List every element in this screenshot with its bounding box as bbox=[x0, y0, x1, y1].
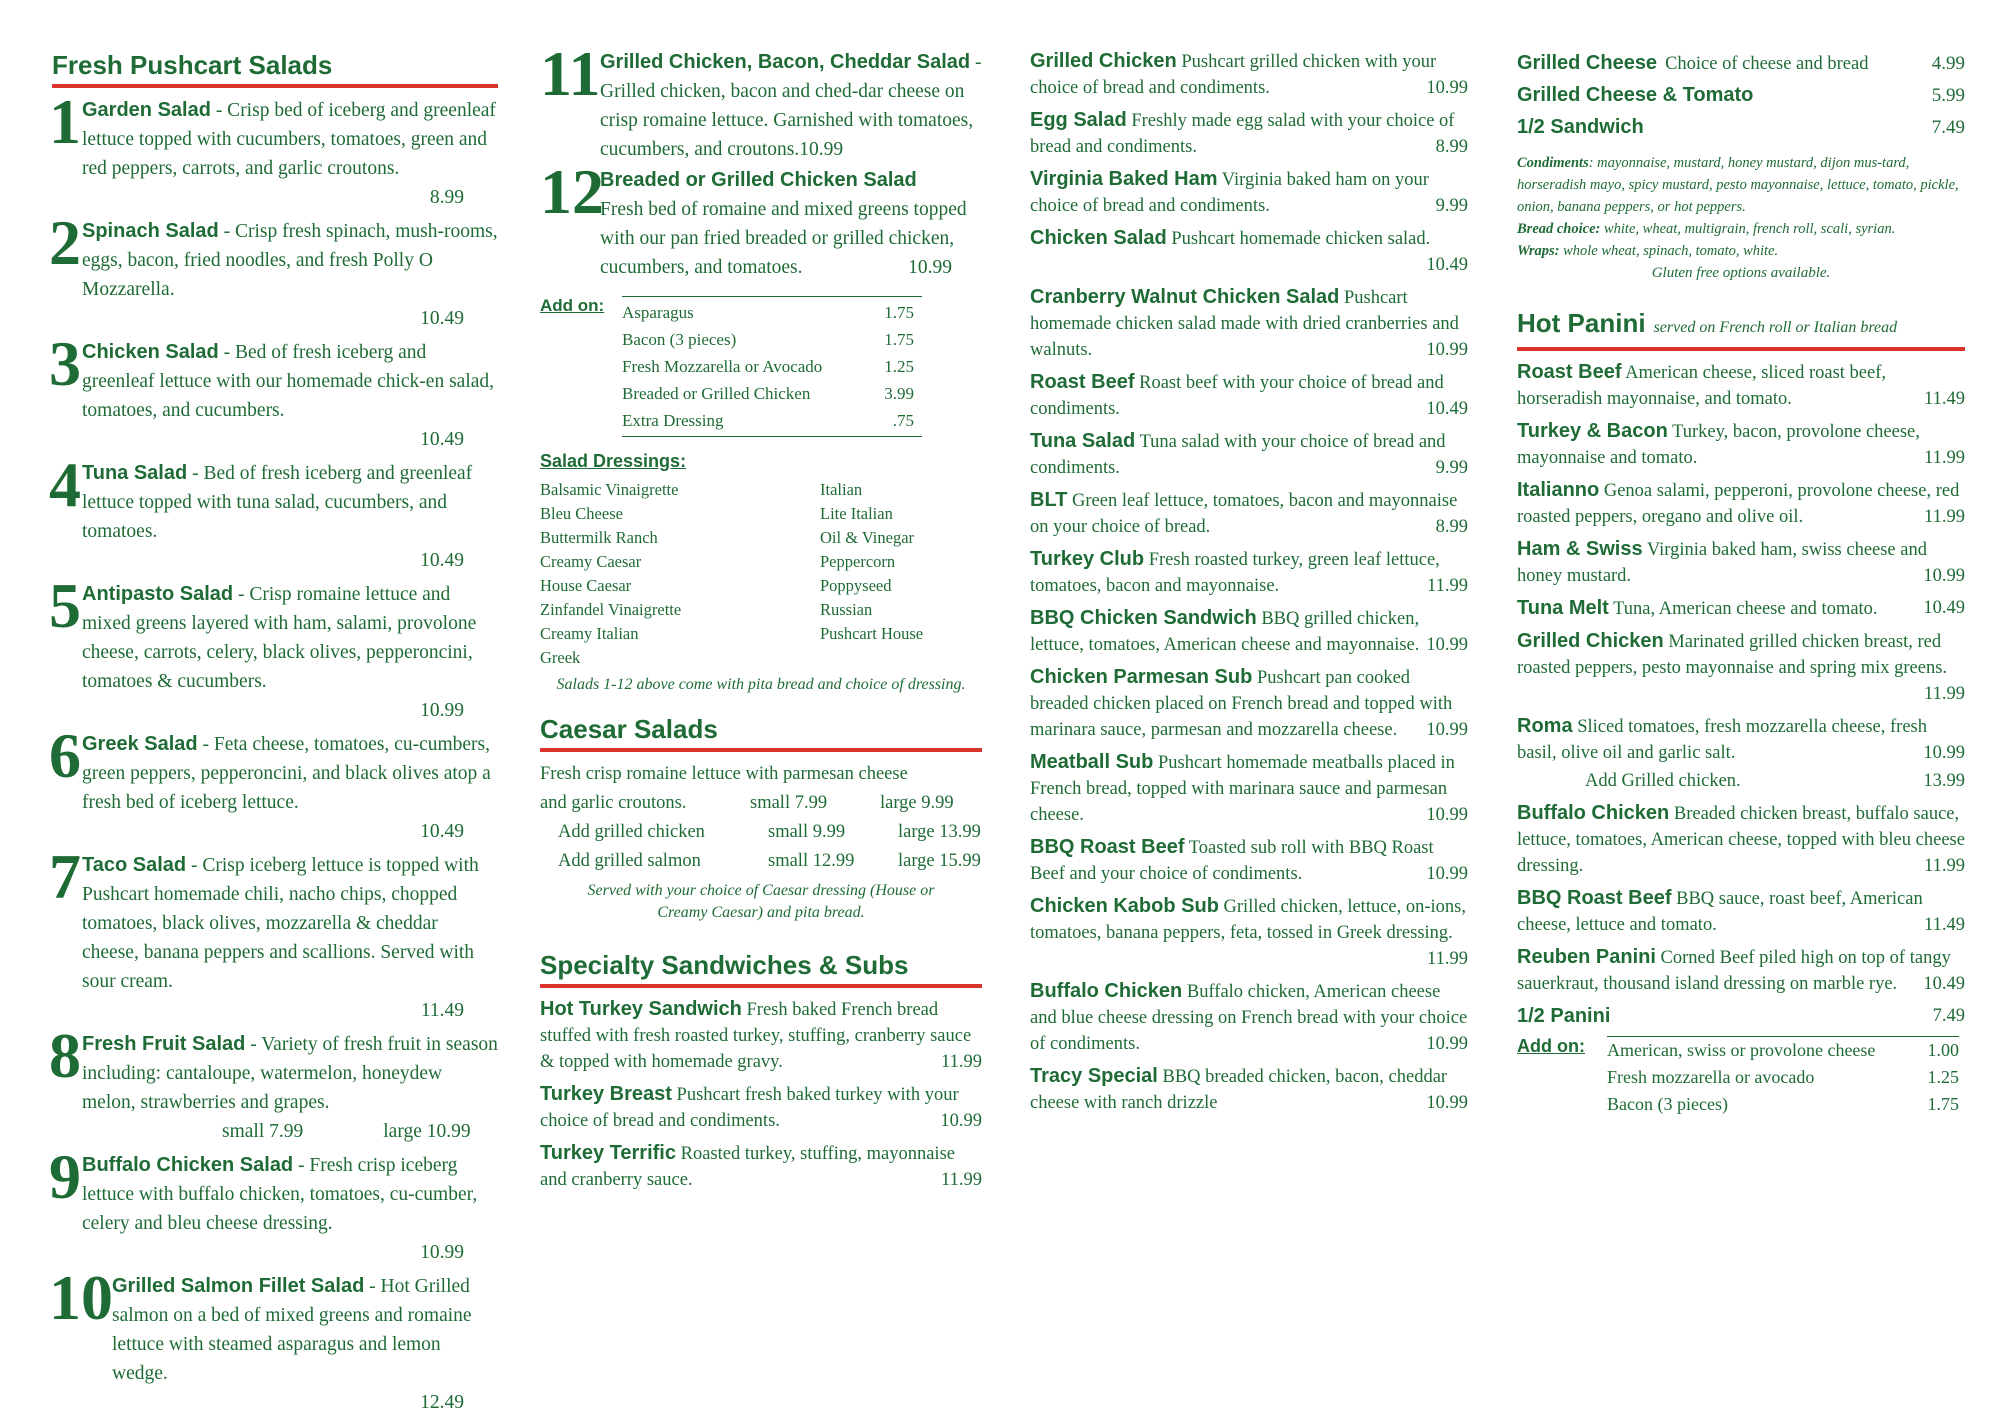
addon-price: 1.75 bbox=[884, 330, 914, 349]
addon-price: 3.99 bbox=[884, 384, 914, 403]
cheese-row bbox=[1517, 112, 1965, 144]
menu-item bbox=[1517, 1003, 1965, 1030]
item-name: Spinach Salad bbox=[82, 220, 219, 242]
addon-name: Asparagus bbox=[622, 303, 694, 322]
item-desc: Choice of cheese and bread bbox=[1665, 54, 1869, 74]
item-price: 8.99 bbox=[1435, 137, 1468, 157]
column-panini bbox=[1517, 48, 1965, 1118]
cheese-row bbox=[1517, 48, 1965, 80]
addon-row bbox=[622, 353, 922, 380]
item-desc: Pushcart fresh baked turkey with your choice of bread and condiments. bbox=[540, 1085, 959, 1131]
item-desc: - Variety of fresh fruit in season including: cantaloupe, watermelon, honeydew melon, strawberries and grapes. bbox=[82, 1034, 498, 1113]
caesar-small-price: small 12.99 bbox=[768, 851, 855, 871]
specialty-list bbox=[540, 996, 982, 1193]
item-name: Taco Salad bbox=[82, 854, 187, 876]
column-sandwiches bbox=[1030, 48, 1468, 1122]
item-desc: - Crisp romaine lettuce and mixed greens layered with ham, salami, provolone cheese, carrots, celery, black olives, pepperoncini, tomatoes & cucumbers. bbox=[82, 584, 477, 692]
item-desc: Virginia baked ham, swiss cheese and honey mustard. bbox=[1517, 540, 1927, 586]
dressing-item: Oil & Vinegar bbox=[820, 528, 915, 547]
addon-price: 1.00 bbox=[1927, 1040, 1959, 1060]
cheese-list bbox=[1517, 48, 1965, 144]
addon-price: .75 bbox=[892, 411, 914, 430]
item-desc: Buffalo chicken, American cheese and blue cheese dressing on French bread with your choice of condiments. bbox=[1030, 982, 1468, 1054]
menu-item bbox=[1517, 944, 1965, 997]
item-name: Meatball Sub bbox=[1030, 751, 1154, 773]
item-name: Buffalo Chicken bbox=[1517, 802, 1670, 824]
item-desc: Breaded chicken breast, buffalo sauce, lettuce, tomatoes, American cheese, topped with bleu cheese dressing. bbox=[1517, 804, 1965, 876]
item-desc: Freshly made egg salad with your choice of bread and condiments. bbox=[1030, 111, 1455, 157]
menu-item bbox=[1517, 359, 1965, 412]
condiments-text: : mayonnaise, mustard, honey mustard, dijon mus-tard, horseradish mayo, spicy mustard, pesto mayonnaise, lettuce, tomato, pickle, onion, banana peppers, or hot peppers. bbox=[1517, 155, 1959, 215]
roma-add-label: Add Grilled chicken. bbox=[1585, 771, 1741, 791]
salad-item-4 bbox=[49, 449, 498, 575]
menu-item bbox=[540, 1140, 982, 1193]
dressing-item: Pushcart House bbox=[820, 624, 924, 643]
section-title-caesar: Caesar Salads bbox=[540, 712, 982, 752]
item-size-row bbox=[82, 1117, 498, 1146]
caesar-row bbox=[540, 789, 982, 818]
menu-item bbox=[1517, 628, 1965, 707]
item-price-row bbox=[82, 696, 498, 725]
salad-addons bbox=[540, 296, 982, 437]
menu-item bbox=[1517, 536, 1965, 589]
item-number: 1 bbox=[49, 86, 81, 157]
dressing-item: House Caesar bbox=[540, 576, 632, 595]
item-price: 8.99 bbox=[1435, 517, 1468, 537]
item-desc: - Crisp iceberg lettuce is topped with Pushcart homemade chili, nacho chips, chopped tomatoes, black olives, mozzarella & cheddar cheese, banana peppers and scallions. Served with sour cream. bbox=[82, 855, 479, 992]
item-name: Italianno bbox=[1517, 479, 1600, 501]
item-desc: - Bed of fresh iceberg and greenleaf lettuce with our homemade chick-en salad, tomatoes, and cucumbers. bbox=[82, 342, 495, 421]
item-name: Buffalo Chicken bbox=[1030, 980, 1183, 1002]
item-desc: Marinated grilled chicken breast, red roasted peppers, pesto mayonnaise and spring mix greens. bbox=[1517, 632, 1948, 678]
panini-list-2 bbox=[1517, 800, 1965, 1030]
salad-item-5 bbox=[49, 570, 498, 725]
item-price: 11.99 bbox=[1924, 684, 1965, 704]
roma-add-row bbox=[1517, 768, 1965, 794]
cheese-left bbox=[1517, 48, 1868, 80]
bread-text: white, wheat, multigrain, french roll, scali, syrian. bbox=[1600, 221, 1896, 237]
item-price-row bbox=[82, 425, 498, 454]
item-name: Roast Beef bbox=[1030, 371, 1135, 393]
addon-label: Add on: bbox=[1517, 1036, 1585, 1056]
item-price: 10.99 bbox=[1426, 720, 1468, 740]
item-price: 10.99 bbox=[1923, 566, 1965, 586]
item-name: Cranberry Walnut Chicken Salad bbox=[1030, 286, 1340, 308]
item-desc: - Hot Grilled salmon on a bed of mixed greens and romaine lettuce with steamed asparagus and lemon wedge. bbox=[112, 1276, 472, 1384]
menu-item bbox=[1517, 418, 1965, 471]
panini-addons bbox=[1517, 1036, 1965, 1118]
item-desc: Roasted turkey, stuffing, mayonnaise and cranberry sauce. bbox=[540, 1144, 955, 1190]
item-name: Grilled Salmon Fillet Salad bbox=[112, 1275, 365, 1297]
dressings-title: Salad Dressings: bbox=[540, 451, 687, 471]
cheese-left bbox=[1517, 112, 1652, 144]
item-price: 7.49 bbox=[1931, 117, 1965, 138]
item-name: BBQ Roast Beef bbox=[1517, 887, 1672, 909]
dressing-item: Creamy Italian bbox=[540, 624, 639, 643]
menu-item bbox=[1517, 595, 1965, 622]
caesar-small-price: small 9.99 bbox=[768, 822, 846, 842]
item-name: BLT bbox=[1030, 489, 1068, 511]
item-name: Grilled Chicken, Bacon, Cheddar Salad bbox=[600, 51, 971, 73]
salad-item-11 bbox=[540, 38, 982, 164]
dressing-item: Buttermilk Ranch bbox=[540, 528, 658, 547]
salad-item-1 bbox=[49, 86, 498, 212]
dressings-grid bbox=[540, 478, 982, 670]
item-price: 10.99 bbox=[1426, 340, 1468, 360]
item-name: Turkey & Bacon bbox=[1517, 420, 1668, 442]
menu-item bbox=[1030, 48, 1468, 101]
caesar-desc: Fresh crisp romaine lettuce with parmesan cheese bbox=[540, 764, 908, 784]
item-name: Hot Turkey Sandwich bbox=[540, 998, 742, 1020]
column-salads-2 bbox=[540, 38, 982, 1199]
menu-item bbox=[1030, 369, 1468, 422]
salads-note: Salads 1-12 above come with pita bread and choice of dressing. bbox=[556, 676, 966, 693]
item-price: 11.99 bbox=[941, 1052, 982, 1072]
item-desc: Genoa salami, pepperoni, provolone cheese, red roasted peppers, oregano and olive oil. bbox=[1517, 481, 1960, 527]
caesar-label: Add grilled chicken bbox=[558, 822, 705, 842]
wraps-text: whole wheat, spinach, tomato, white. bbox=[1559, 243, 1779, 259]
menu-item bbox=[1030, 1063, 1468, 1116]
item-desc: - Bed of fresh iceberg and greenleaf lettuce topped with tuna salad, cucumbers, and tomatoes. bbox=[82, 463, 473, 542]
menu-item bbox=[1517, 713, 1965, 766]
menu-item bbox=[1517, 477, 1965, 530]
item-desc: Pushcart homemade meatballs placed in French bread, topped with marinara sauce and parmesan cheese. bbox=[1030, 753, 1455, 825]
item-price-row bbox=[82, 183, 498, 212]
addon-table bbox=[622, 296, 922, 437]
item-price: 10.49 bbox=[420, 429, 464, 450]
addon-table bbox=[1607, 1036, 1959, 1118]
item-desc: Fresh baked French bread stuffed with fresh roasted turkey, stuffing, cranberry sauce & topped with homemade gravy. bbox=[540, 1000, 972, 1072]
item-price: 7.49 bbox=[1932, 1006, 1965, 1026]
wraps-label: Wraps: bbox=[1517, 243, 1560, 259]
item-name: Reuben Panini bbox=[1517, 946, 1656, 968]
dressings-right bbox=[820, 478, 982, 670]
item-number: 5 bbox=[49, 570, 81, 641]
item-price: 10.99 bbox=[420, 700, 464, 721]
item-name: Turkey Terrific bbox=[540, 1142, 676, 1164]
menu-item bbox=[1030, 107, 1468, 160]
salad-item-3 bbox=[49, 328, 498, 454]
menu-item bbox=[1030, 834, 1468, 887]
item-desc: Roast beef with your choice of bread and condiments. bbox=[1030, 373, 1444, 419]
item-number: 7 bbox=[49, 841, 81, 912]
item-number: 3 bbox=[49, 328, 81, 399]
addon-row bbox=[1607, 1091, 1959, 1118]
dressing-item: Zinfandel Vinaigrette bbox=[540, 600, 682, 619]
item-desc: American cheese, sliced roast beef, horseradish mayonnaise, and tomato. bbox=[1517, 363, 1887, 409]
item-name: BBQ Roast Beef bbox=[1030, 836, 1185, 858]
column-fresh-salads bbox=[49, 48, 498, 1422]
item-name: Turkey Club bbox=[1030, 548, 1145, 570]
caesar-large-price: large 13.99 bbox=[898, 822, 981, 842]
item-price: 8.99 bbox=[429, 187, 464, 208]
addon-name: American, swiss or provolone cheese bbox=[1607, 1040, 1876, 1060]
item-price: 11.99 bbox=[1924, 856, 1965, 876]
item-price: 11.49 bbox=[420, 1000, 464, 1021]
item-price: 11.99 bbox=[1427, 949, 1468, 969]
item-name: BBQ Chicken Sandwich bbox=[1030, 607, 1257, 629]
item-price: 11.49 bbox=[1924, 389, 1965, 409]
cheese-left bbox=[1517, 80, 1761, 112]
item-name: 1/2 Panini bbox=[1517, 1005, 1611, 1027]
item-name: Tuna Salad bbox=[1030, 430, 1136, 452]
item-price: 10.99 bbox=[1426, 805, 1468, 825]
item-desc: Tuna salad with your choice of bread and condiments. bbox=[1030, 432, 1446, 478]
item-name: Virginia Baked Ham bbox=[1030, 168, 1218, 190]
addon-name: Breaded or Grilled Chicken bbox=[622, 384, 811, 403]
addon-name: Bacon (3 pieces) bbox=[622, 330, 737, 349]
caesar-note: Served with your choice of Caesar dressing (House or Creamy Caesar) and pita bread. bbox=[587, 882, 935, 921]
item-price: 10.99 bbox=[1426, 1034, 1468, 1054]
addon-price: 1.25 bbox=[884, 357, 914, 376]
caesar-large-price: large 9.99 bbox=[880, 793, 954, 813]
item-desc: Corned Beef piled high on top of tangy sauerkraut, thousand island dressing on marble rye. bbox=[1517, 948, 1951, 994]
item-name: Fresh Fruit Salad bbox=[82, 1033, 246, 1055]
item-name: Egg Salad bbox=[1030, 109, 1127, 131]
item-name: Tuna Melt bbox=[1517, 597, 1609, 619]
menu-item bbox=[1030, 428, 1468, 481]
section-title-specialty: Specialty Sandwiches & Subs bbox=[540, 948, 982, 988]
item-price-small: small 7.99 bbox=[222, 1121, 304, 1142]
menu-item bbox=[1030, 605, 1468, 658]
item-number: 6 bbox=[49, 720, 81, 791]
item-name: Garden Salad bbox=[82, 99, 211, 121]
section-title-fresh-salads: Fresh Pushcart Salads bbox=[52, 48, 498, 88]
item-name: Tuna Salad bbox=[82, 462, 188, 484]
addon-row bbox=[1607, 1037, 1959, 1064]
addon-row bbox=[1607, 1064, 1959, 1091]
item-desc: Sliced tomatoes, fresh mozzarella cheese, fresh basil, olive oil and garlic salt. bbox=[1517, 717, 1928, 763]
menu-item bbox=[1030, 664, 1468, 743]
item-name: Buffalo Chicken Salad bbox=[82, 1154, 294, 1176]
item-number: 2 bbox=[49, 207, 81, 278]
salad-list bbox=[49, 86, 498, 1417]
addon-price: 1.75 bbox=[1927, 1094, 1959, 1114]
item-number: 4 bbox=[49, 449, 81, 520]
item-desc: Pushcart pan cooked breaded chicken placed on French bread and topped with marinara sauce, parmesan and mozzarella cheese. bbox=[1030, 668, 1453, 740]
item-price: 10.99 bbox=[1426, 1093, 1468, 1113]
item-price: 4.99 bbox=[1931, 53, 1965, 74]
item-price-large: large 10.99 bbox=[383, 1121, 471, 1142]
menu-item bbox=[540, 1081, 982, 1134]
salad-item-2 bbox=[49, 207, 498, 333]
item-price: 10.99 bbox=[1923, 743, 1965, 763]
item-price: 10.99 bbox=[940, 1111, 982, 1131]
item-price: 10.99 bbox=[799, 139, 844, 160]
caesar-large-price: large 15.99 bbox=[898, 851, 981, 871]
section-title-panini bbox=[1517, 306, 1965, 351]
item-desc: Fresh bed of romaine and mixed greens topped with our pan fried breaded or grilled chicken, cucumbers, and tomatoes. bbox=[600, 199, 967, 278]
caesar-rows bbox=[540, 789, 982, 876]
addon-name: Bacon (3 pieces) bbox=[1607, 1094, 1728, 1114]
item-price: 11.49 bbox=[1924, 915, 1965, 935]
condiments-label: Condiments bbox=[1517, 155, 1589, 171]
item-price: 11.99 bbox=[1924, 448, 1965, 468]
dressing-item: Lite Italian bbox=[820, 504, 893, 523]
sandwich-list bbox=[1030, 48, 1468, 1116]
item-desc: Virginia baked ham on your choice of bread and condiments. bbox=[1030, 170, 1429, 216]
menu-item bbox=[1030, 749, 1468, 828]
item-name: Turkey Breast bbox=[540, 1083, 672, 1105]
caesar-row bbox=[540, 818, 982, 847]
item-price: 12.49 bbox=[420, 1392, 464, 1413]
item-price-row bbox=[82, 817, 498, 846]
item-name: Greek Salad bbox=[82, 733, 198, 755]
item-number: 12 bbox=[540, 156, 604, 227]
item-desc: BBQ sauce, roast beef, American cheese, lettuce and tomato. bbox=[1517, 889, 1923, 935]
addon-name: Extra Dressing bbox=[622, 411, 724, 430]
item-price: 10.99 bbox=[420, 1242, 464, 1263]
item-desc: - Crisp bed of iceberg and greenleaf lettuce topped with cucumbers, tomatoes, green and red peppers, carrots, and garlic croutons. bbox=[82, 100, 496, 179]
item-desc: Pushcart homemade chicken salad made with dried cranberries and walnuts. bbox=[1030, 288, 1459, 360]
item-price-row bbox=[82, 996, 498, 1025]
item-name: Breaded or Grilled Chicken Salad bbox=[600, 169, 917, 191]
dressing-item: Balsamic Vinaigrette bbox=[540, 480, 679, 499]
dressing-item: Russian bbox=[820, 600, 873, 619]
addon-row bbox=[622, 299, 922, 326]
item-price: 9.99 bbox=[1435, 458, 1468, 478]
condiments-info bbox=[1517, 152, 1965, 262]
item-price: 10.99 bbox=[1426, 864, 1468, 884]
dressing-item: Creamy Caesar bbox=[540, 552, 642, 571]
dressing-item: Greek bbox=[540, 648, 581, 667]
addon-price: 1.25 bbox=[1927, 1067, 1959, 1087]
salad-item-8 bbox=[49, 1020, 498, 1146]
panini-subtitle: served on French roll or Italian bread bbox=[1653, 319, 1898, 336]
addon-row bbox=[622, 380, 922, 407]
addon-name: Fresh Mozzarella or Avocado bbox=[622, 357, 823, 376]
menu-item bbox=[1030, 487, 1468, 540]
item-price: 10.99 bbox=[1426, 78, 1468, 98]
caesar-row bbox=[540, 847, 982, 876]
item-desc: Turkey, bacon, provolone cheese, mayonnaise and tomato. bbox=[1517, 422, 1920, 468]
item-price: 5.99 bbox=[1931, 85, 1965, 106]
item-name: Roast Beef bbox=[1517, 361, 1622, 383]
item-desc: Pushcart grilled chicken with your choice of bread and condiments. bbox=[1030, 52, 1437, 98]
salad-item-10 bbox=[49, 1262, 498, 1417]
item-price: 10.49 bbox=[1426, 255, 1468, 275]
item-desc: BBQ breaded chicken, bacon, cheddar cheese with ranch drizzle bbox=[1030, 1067, 1448, 1113]
cheese-row bbox=[1517, 80, 1965, 112]
addon-row bbox=[622, 407, 922, 434]
item-price: 10.49 bbox=[1923, 598, 1965, 618]
item-price-row bbox=[112, 1388, 498, 1417]
salad-item-12 bbox=[540, 156, 982, 282]
item-desc: Fresh roasted turkey, green leaf lettuce, tomatoes, bacon and mayonnaise. bbox=[1030, 550, 1440, 596]
salad-item-9 bbox=[49, 1141, 498, 1267]
item-desc: BBQ grilled chicken, lettuce, tomatoes, American cheese and mayonnaise. bbox=[1030, 609, 1420, 655]
item-price: 10.99 bbox=[1426, 635, 1468, 655]
caesar-small-price: small 7.99 bbox=[750, 793, 828, 813]
dressings-left bbox=[540, 478, 820, 670]
dressing-item: Poppyseed bbox=[820, 576, 892, 595]
dressing-item: Bleu Cheese bbox=[540, 504, 623, 523]
item-number: 8 bbox=[49, 1020, 81, 1091]
item-name: Grilled Cheese & Tomato bbox=[1517, 84, 1754, 106]
panini-list bbox=[1517, 359, 1965, 766]
item-price: 11.99 bbox=[1924, 507, 1965, 527]
addon-price: 1.75 bbox=[884, 303, 914, 322]
salad-item-7 bbox=[49, 841, 498, 1025]
item-number: 11 bbox=[540, 38, 601, 109]
item-price: 10.49 bbox=[420, 821, 464, 842]
item-price-row bbox=[82, 546, 498, 575]
item-name: Chicken Salad bbox=[82, 341, 219, 363]
item-desc: Green leaf lettuce, tomatoes, bacon and mayonnaise on your choice of bread. bbox=[1030, 491, 1458, 537]
item-price: 10.49 bbox=[420, 308, 464, 329]
addon-name: Fresh mozzarella or avocado bbox=[1607, 1067, 1815, 1087]
item-name: Grilled Cheese bbox=[1517, 52, 1658, 74]
item-desc: Pushcart homemade chicken salad. bbox=[1166, 229, 1431, 249]
dressing-item: Peppercorn bbox=[820, 552, 896, 571]
item-name: Antipasto Salad bbox=[82, 583, 234, 605]
item-name: Chicken Salad bbox=[1030, 227, 1167, 249]
item-name: Roma bbox=[1517, 715, 1573, 737]
menu-item bbox=[1030, 284, 1468, 363]
caesar-label: Add grilled salmon bbox=[558, 851, 701, 871]
item-name: Chicken Parmesan Sub bbox=[1030, 666, 1253, 688]
item-desc: - Feta cheese, tomatoes, cu-cumbers, green peppers, pepperoncini, and black olives atop a fresh bed of iceberg lettuce. bbox=[82, 734, 491, 813]
item-number: 10 bbox=[49, 1262, 113, 1333]
menu-item bbox=[540, 996, 982, 1075]
bread-label: Bread choice: bbox=[1517, 221, 1601, 237]
item-name: 1/2 Sandwich bbox=[1517, 116, 1644, 138]
gluten-free-note: Gluten free options available. bbox=[1651, 265, 1831, 281]
item-price: 9.99 bbox=[1435, 196, 1468, 216]
item-price: 11.99 bbox=[941, 1170, 982, 1190]
item-price: 10.49 bbox=[420, 550, 464, 571]
item-desc: - Fresh crisp iceberg lettuce with buffalo chicken, tomatoes, cu-cumber, celery and bleu cheese dressing. bbox=[82, 1155, 478, 1234]
item-desc: - Grilled chicken, bacon and ched-dar cheese on crisp romaine lettuce. Garnished with tomatoes, cucumbers, and croutons. bbox=[600, 52, 982, 160]
menu-item bbox=[1030, 978, 1468, 1057]
dressing-item: Italian bbox=[820, 480, 863, 499]
item-price: 10.49 bbox=[1923, 974, 1965, 994]
menu-item bbox=[1030, 225, 1468, 278]
addon-label: Add on: bbox=[540, 296, 605, 315]
item-price: 10.99 bbox=[908, 257, 952, 278]
addon-row bbox=[622, 326, 922, 353]
caesar-label: and garlic croutons. bbox=[540, 793, 687, 813]
item-name: Ham & Swiss bbox=[1517, 538, 1643, 560]
item-price: 11.99 bbox=[1427, 576, 1468, 596]
item-name: Chicken Kabob Sub bbox=[1030, 895, 1219, 917]
menu-item bbox=[1030, 166, 1468, 219]
menu-item bbox=[1517, 885, 1965, 938]
menu-item bbox=[1517, 800, 1965, 879]
roma-add-price: 13.99 bbox=[1923, 771, 1965, 791]
item-name: Grilled Chicken bbox=[1030, 50, 1177, 72]
item-desc: Toasted sub roll with BBQ Roast Beef and your choice of condiments. bbox=[1030, 838, 1434, 884]
item-price-row bbox=[82, 1238, 498, 1267]
item-desc: Tuna, American cheese and tomato. bbox=[1608, 599, 1878, 619]
item-name: Tracy Special bbox=[1030, 1065, 1158, 1087]
item-name: Grilled Chicken bbox=[1517, 630, 1664, 652]
salad-item-6 bbox=[49, 720, 498, 846]
item-price: 10.49 bbox=[1426, 399, 1468, 419]
panini-title: Hot Panini bbox=[1517, 308, 1646, 338]
menu-item bbox=[1030, 546, 1468, 599]
item-desc: - Crisp fresh spinach, mush-rooms, eggs, bacon, fried noodles, and fresh Polly O Mozzarella. bbox=[82, 221, 498, 300]
item-desc: Grilled chicken, lettuce, on-ions, tomatoes, banana peppers, feta, tossed in Greek dressing. bbox=[1030, 897, 1467, 943]
item-price-row bbox=[82, 304, 498, 333]
item-number: 9 bbox=[49, 1141, 81, 1212]
menu-item bbox=[1030, 893, 1468, 972]
